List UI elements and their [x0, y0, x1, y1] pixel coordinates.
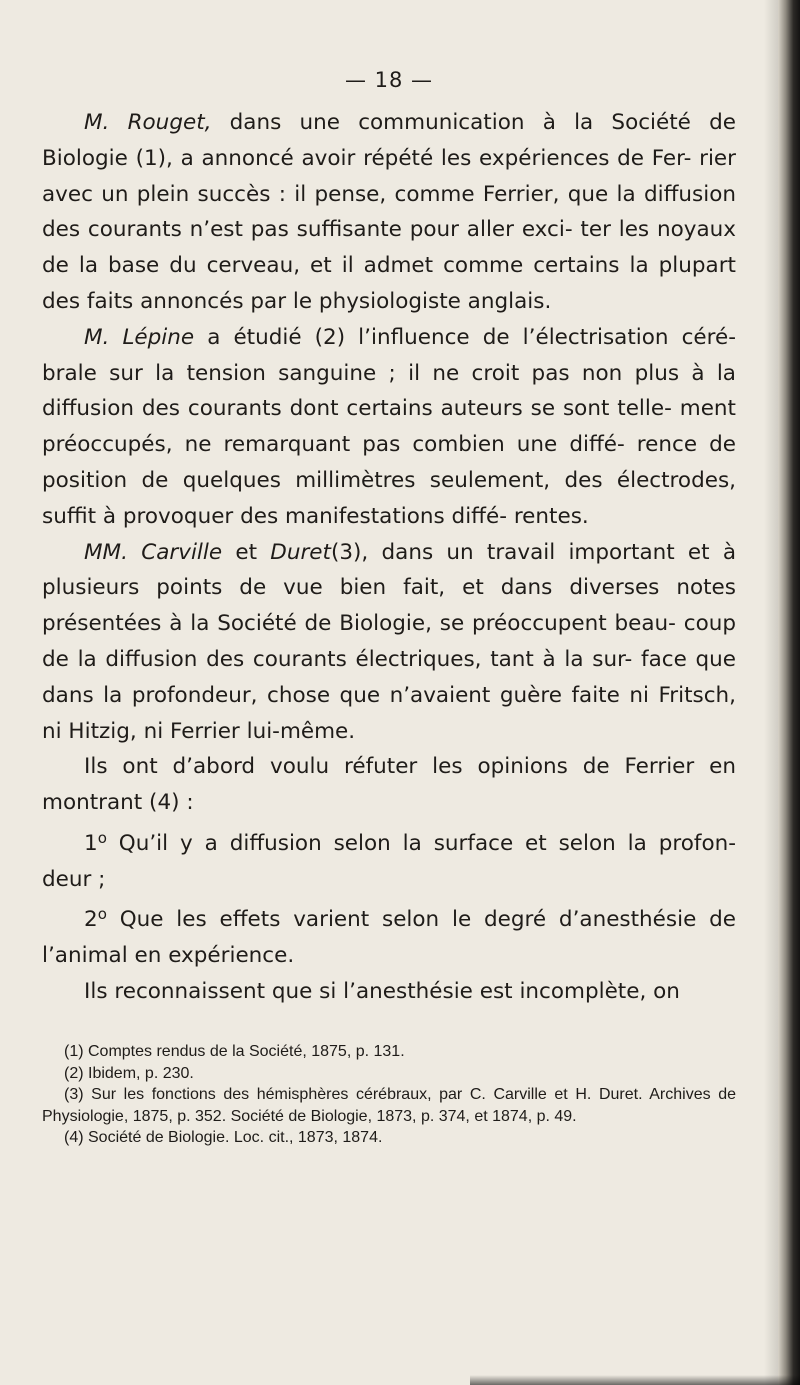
paragraph-lepine [42, 320, 736, 535]
list-item-2 [42, 897, 736, 973]
degree-mark: o [97, 905, 107, 924]
paragraph-text: dans une communication à la Société de Biologie (1), a annoncé avoir répété les expériences de Fer- rier avec un plein succès : il pense, comme Ferrier, que la diffusion des courants n’est pas suffisante pour aller exci- ter les noyaux de la base du cerveau, et il admet comme certains la plupart des faits annoncés par le physiologiste anglais. [42, 110, 736, 314]
author-rouget: M. Rouget, [84, 110, 212, 135]
paragraph-text: (3), dans un travail important et à plusieurs points de vue bien fait, et dans diverses notes présentées à la Société de Biologie, se préoccupent beau- coup de la diffusion des courants électriques, tant à la sur- face que dans la profondeur, chose que n’avaient guère faite ni Fritsch, ni Hitzig, ni Ferrier lui-même. [42, 539, 737, 744]
body-text [42, 105, 736, 1009]
footnote-2: (2) Ibidem, p. 230. [64, 1064, 194, 1082]
author-conjunction: et [222, 539, 271, 565]
paragraph-refuter [42, 749, 736, 821]
author-duret: Duret [270, 539, 331, 565]
footnote-3: (3) Sur les fonctions des hémisphères cérébraux, par C. Carville et H. Duret. Archives de Physiologie, 1875, p. 352. Société de Biologie, 1873, p. 374, et 1874, p. 49. [42, 1086, 736, 1125]
binding-shadow [764, 0, 778, 1385]
author-carville: Carville [141, 539, 223, 565]
footnote-1: (1) Comptes rendus de la Société, 1875, p. 131. [64, 1043, 405, 1060]
paragraph-carville-duret [42, 535, 736, 750]
author-prefix: MM. [84, 539, 128, 565]
footnotes [42, 1041, 736, 1149]
list-number: 2 [84, 907, 98, 933]
list-item-1 [42, 821, 736, 897]
footnote-4: (4) Société de Biologie. Loc. cit., 1873, 1874. [64, 1129, 383, 1147]
paragraph-anesthesie [42, 974, 736, 1010]
paragraph-text: a étudié (2) l’influence de l’électrisation céré- brale sur la tension sanguine ; il ne croit pas non plus à la diffusion des courants dont certains auteurs se sont telle- ment préoccupés, ne remarquant pas combien une diffé- rence de position de quelques millimètres seulement, des électrodes, suffit à provoquer des manifestations diffé- rentes. [42, 324, 736, 529]
list-text: Qu’il y a diffusion selon la surface et selon la profon- deur ; [42, 830, 736, 892]
author-lepine: M. Lépine [84, 324, 195, 350]
paragraph-rouget [42, 105, 736, 320]
list-number: 1 [84, 830, 98, 856]
paragraph-text: Ils reconnaissent que si l’anesthésie est incomplète, on [84, 978, 680, 1004]
degree-mark: o [97, 828, 107, 847]
page-number: — 18 — [344, 68, 434, 92]
page-bottom-shadow [470, 1375, 800, 1385]
paragraph-text: Ils ont d’abord voulu réfuter les opinions de Ferrier en montrant (4) : [42, 754, 736, 816]
book-binding [778, 0, 800, 1385]
list-text: Que les effets varient selon le degré d’anesthésie de l’animal en expérience. [42, 907, 736, 968]
